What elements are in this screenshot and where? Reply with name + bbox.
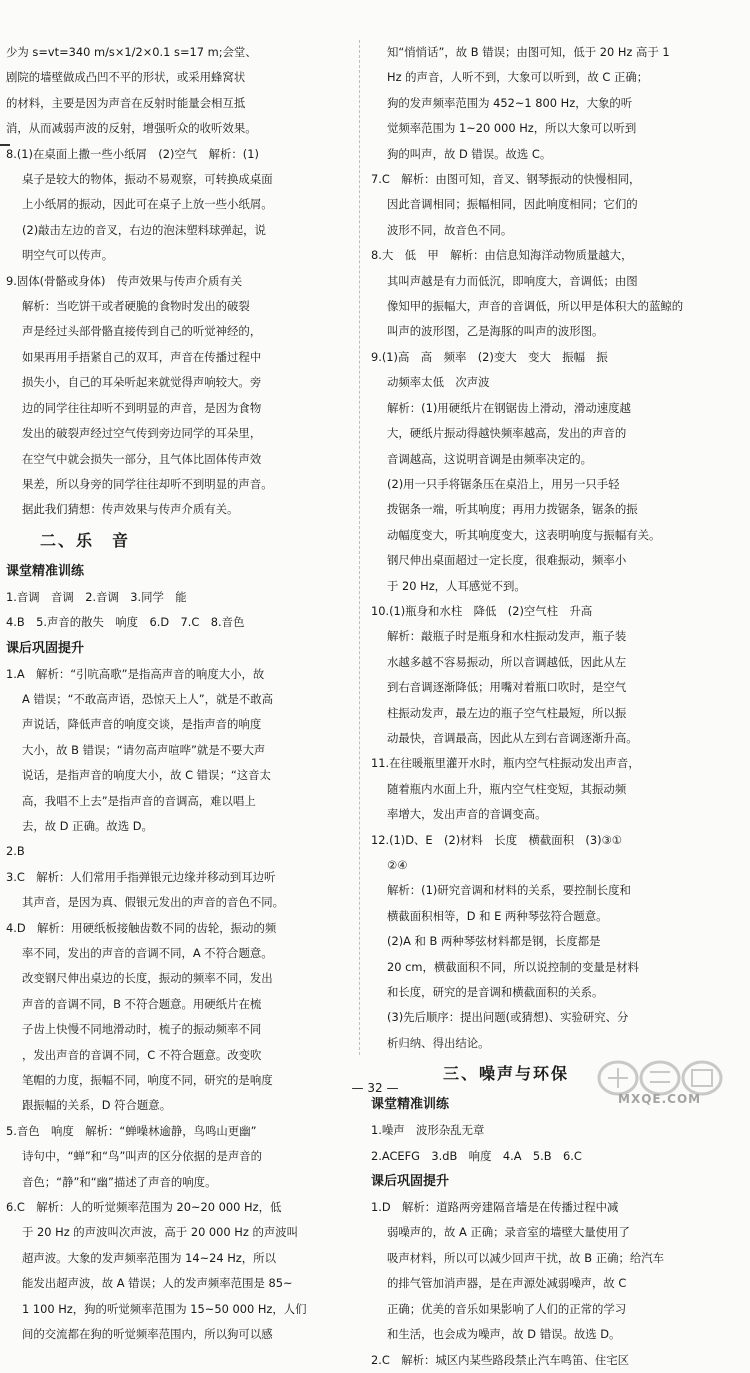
text-line: 超声波。大象的发声频率范围为 14~24 Hz，所以	[22, 1250, 276, 1265]
page-number: — 32 —	[351, 1081, 399, 1095]
text-line: 狗的叫声，故 D 错误。故选 C。	[387, 146, 552, 161]
text-line: 解析：当吃饼干或者硬脆的食物时发出的破裂	[22, 299, 250, 314]
text-line: ，发出声音的音调不同，C 不符合题意。改变吹	[22, 1047, 262, 1062]
text-line: 大，硬纸片振动得越快频率越高，发出的声音的	[387, 426, 627, 441]
text-line: 的排气管加消声器，是在声源处减弱噪声，故 C	[387, 1276, 627, 1291]
text-line: 2.C 解析：城区内某些路段禁止汽车鸣笛、住宅区	[371, 1352, 630, 1367]
text-line: 边的同学往往却听不到明显的声音，是因为食物	[22, 400, 262, 415]
text-line: 上小纸屑的振动，因此可在桌子上放一些小纸屑。	[22, 197, 273, 212]
text-line: 弱噪声的，故 A 正确；录音室的墙壁大量使用了	[387, 1225, 630, 1240]
text-line: 横截面积相等，D 和 E 两种琴弦符合题意。	[387, 908, 608, 923]
subsection-heading: 课后巩固提升	[6, 640, 85, 656]
text-line: 能发出超声波，故 A 错误；人的发声频率范围是 85~	[22, 1276, 293, 1291]
text-line: 子齿上快慢不同地滑动时，梳子的振动频率不同	[22, 1022, 262, 1037]
text-line: (2)A 和 B 两种琴弦材料都是钢，长度都是	[387, 934, 601, 949]
subsection-heading: 课后巩固提升	[371, 1174, 450, 1190]
text-line: 吸声材料，所以可以减少回声干扰，故 B 正确；给汽车	[387, 1250, 665, 1265]
text-line: 知“悄悄话”，故 B 错误；由图可知，低于 20 Hz 高于 1	[387, 45, 670, 59]
text-line: 声音的音调不同，B 不符合题意。用硬纸片在梳	[22, 996, 262, 1011]
text-line: 5.音色 响度 解析：“蝉噪林逾静，鸟鸣山更幽”	[6, 1123, 257, 1138]
text-line: (2)用一只手将锯条压在桌沿上，用另一只手轻	[387, 476, 620, 491]
right-column	[363, 40, 721, 1373]
text-line: 如果再用手捂紧自己的双耳，声音在传播过程中	[22, 349, 262, 364]
text-line: 去，故 D 正确。故选 D。	[22, 818, 153, 833]
text-line: 消，从而减弱声波的反射，增强听众的收听效果。	[6, 121, 257, 136]
text-line: 改变钢尺伸出桌边的长度，振动的频率不同，发出	[22, 971, 273, 986]
text-line: 狗的发声频率范围为 452~1 800 Hz，大象的听	[387, 95, 633, 110]
text-line: 正确；优美的音乐如果影响了人们的正常的学习	[387, 1301, 627, 1316]
text-line: 柱振动发声，最左边的瓶子空气柱最短，所以振	[387, 705, 627, 720]
text-line: 解析：(1)用硬纸片在钢锯齿上滑动，滑动速度越	[387, 400, 631, 415]
text-line: 拨锯条一端，听其响度；再用力拨锯条，锯条的振	[387, 502, 638, 517]
text-line: 跟振幅的关系，D 符合题意。	[22, 1098, 172, 1113]
text-line: 音调越高，这说明音调是由频率决定的。	[387, 451, 593, 466]
text-line: 钢尺伸出桌面超过一定长度，很难振动，频率小	[387, 553, 627, 568]
text-line: 波形不同，故音色不同。	[387, 222, 513, 237]
left-column	[0, 40, 356, 1348]
text-line: 1 100 Hz，狗的听觉频率范围为 15~50 000 Hz，人们	[22, 1301, 307, 1316]
text-line: 1.A 解析：“引吭高歌”是指高声音的响度大小，故	[6, 666, 265, 681]
subsection-heading: 课堂精准训练	[371, 1097, 450, 1113]
text-line: 据此我们猜想：传声效果与传声介质有关。	[22, 502, 239, 517]
text-line: 20 cm，横截面积不同，所以说控制的变量是材料	[387, 959, 639, 974]
text-line: 2.ACEFG 3.dB 响度 4.A 5.B 6.C	[371, 1148, 582, 1163]
text-line: 解析：敲瓶子时是瓶身和水柱振动发声，瓶子装	[387, 629, 627, 644]
text-line: 觉频率范围为 1~20 000 Hz，所以大象可以听到	[387, 121, 637, 136]
text-line: 的材料，主要是因为声音在反射时能量会相互抵	[6, 95, 246, 110]
text-line: 其叫声越是有力而低沉，即响度大，音调低；由图	[387, 273, 638, 288]
text-line: 1.音调 音调 2.音调 3.同学 能	[6, 589, 187, 604]
text-line: 大小，故 B 错误；“请勿高声喧哗”就是不要大声	[22, 742, 266, 757]
text-line: 声说话，降低声音的响度交谈，是指声音的响度	[22, 717, 262, 732]
text-line: 4.B 5.声音的散失 响度 6.D 7.C 8.音色	[6, 615, 245, 630]
text-line: 发出的破裂声经过空气传到旁边同学的耳朵里，	[22, 426, 262, 441]
text-line: 水越多越不容易振动，所以音调越低，因此从左	[387, 654, 627, 669]
text-line: (2)敲击左边的音叉，右边的泡沫塑料球弹起，说	[22, 222, 266, 237]
text-line: 析归纳、得出结论。	[387, 1035, 490, 1050]
text-line: 动频率太低 次声波	[387, 375, 490, 390]
text-line: 说话，是指声音的响度大小，故 C 错误；“这音太	[22, 768, 271, 783]
text-line: 1.D 解析：道路两旁建隔音墙是在传播过程中减	[371, 1200, 619, 1215]
text-line: 9.(1)高 高 频率 (2)变大 变大 振幅 振	[371, 349, 608, 364]
text-line: 损失小，自己的耳朵听起来就觉得声响较大。旁	[22, 375, 262, 390]
text-line: 10.(1)瓶身和水柱 降低 (2)空气柱 升高	[371, 603, 593, 618]
text-line: 诗句中，“蝉”和“鸟”叫声的区分依据的是声音的	[22, 1149, 263, 1164]
text-line: 动幅度变大，听其响度变大，这表明响度与振幅有关。	[387, 527, 661, 542]
text-line: 率增大，发出声音的音调变高。	[387, 807, 547, 822]
text-line: 动最快，音调最高，因此从左到右音调逐渐升高。	[387, 730, 638, 745]
text-line: 音色；“静”和“幽”描述了声音的响度。	[22, 1174, 217, 1189]
column-divider	[359, 40, 360, 1055]
section-title: 三、噪声与环保	[443, 1064, 570, 1084]
text-line: 高，我唱不上去”是指声音的音调高，难以唱上	[22, 793, 256, 808]
text-line: 8.大 低 甲 解析：由信息知海洋动物质量越大，	[371, 248, 633, 263]
text-line: 于 20 Hz，人耳感觉不到。	[387, 578, 526, 593]
text-line: 于 20 Hz 的声波叫次声波，高于 20 000 Hz 的声波叫	[22, 1225, 299, 1240]
text-line: ②④	[387, 858, 408, 872]
subsection-heading: 课堂精准训练	[6, 563, 85, 579]
text-line: 2.B	[6, 844, 25, 859]
text-line: 3.C 解析：人们常用手指弹银元边缘并移动到耳边听	[6, 869, 276, 884]
text-line: 解析：(1)研究音调和材料的关系，要控制长度和	[387, 883, 631, 898]
text-line: 少为 s=vt=340 m/s×1/2×0.1 s=17 m;会堂、	[6, 45, 257, 59]
watermark-text: MXQE.COM	[618, 1092, 702, 1106]
text-line: 果差，所以身旁的同学往往却听不到明显的声音。	[22, 476, 273, 491]
text-line: 笔帽的力度，振幅不同，响度不同，研究的是响度	[22, 1073, 273, 1088]
text-line: 随着瓶内水面上升，瓶内空气柱变短，其振动频	[387, 781, 627, 796]
text-line: 1.噪声 波形杂乱无章	[371, 1123, 485, 1138]
text-line: 因此音调相同；振幅相同，因此响度相同；它们的	[387, 197, 638, 212]
text-line: 像知甲的振幅大，声音的音调低，所以甲是体积大的蓝鲸的	[387, 299, 684, 314]
text-line: 其声音，是因为真、假银元发出的声音的音色不同。	[22, 895, 284, 910]
section-title: 二、乐 音	[40, 530, 131, 550]
text-line: Hz 的声音，人听不到，大象可以听到，故 C 正确；	[387, 70, 649, 85]
text-line: 桌子是较大的物体，振动不易观察，可转换成桌面	[22, 172, 273, 187]
text-line: A 错误；“不敢高声语，恐惊天上人”，就是不敢高	[22, 691, 274, 706]
text-line: (3)先后顺序：提出问题(或猜想)、实验研究、分	[387, 1010, 629, 1025]
text-line: 和长度，研究的是音调和横截面积的关系。	[387, 985, 604, 1000]
text-line: 6.C 解析：人的听觉频率范围为 20~20 000 Hz，低	[6, 1200, 282, 1215]
text-line: 8.(1)在桌面上撒一些小纸屑 (2)空气 解析：(1)	[6, 146, 259, 161]
text-line: 率不同，发出的声音的音调不同，A 不符合题意。	[22, 946, 273, 960]
text-line: 11.在往暖瓶里灌开水时，瓶内空气柱振动发出声音，	[371, 756, 640, 771]
text-line: 到右音调逐渐降低；用嘴对着瓶口吹时，是空气	[387, 680, 627, 695]
text-line: 9.固体(骨骼或身体) 传声效果与传声介质有关	[6, 273, 243, 288]
text-line: 7.C 解析：由图可知，音叉、钢琴振动的快慢相同，	[371, 172, 641, 187]
text-line: 声是经过头部骨骼直接传到自己的听觉神经的，	[22, 324, 262, 339]
text-line: 和生活，也会成为噪声，故 D 错误。故选 D。	[387, 1327, 621, 1342]
text-line: 4.D 解析：用硬纸板接触齿数不同的齿轮，振动的频	[6, 920, 277, 935]
text-line: 间的交流都在狗的听觉频率范围内，所以狗可以感	[22, 1327, 273, 1342]
text-line: 12.(1)D、E (2)材料 长度 横截面积 (3)③①	[371, 832, 622, 847]
text-line: 明空气可以传声。	[22, 248, 114, 263]
text-line: 叫声的波形图，乙是海豚的叫声的波形图。	[387, 324, 604, 339]
text-line: 在空气中就会损失一部分，且气体比固体传声效	[22, 451, 262, 466]
text-line: 剧院的墙壁做成凸凹不平的形状，或采用蜂窝状	[6, 70, 246, 85]
